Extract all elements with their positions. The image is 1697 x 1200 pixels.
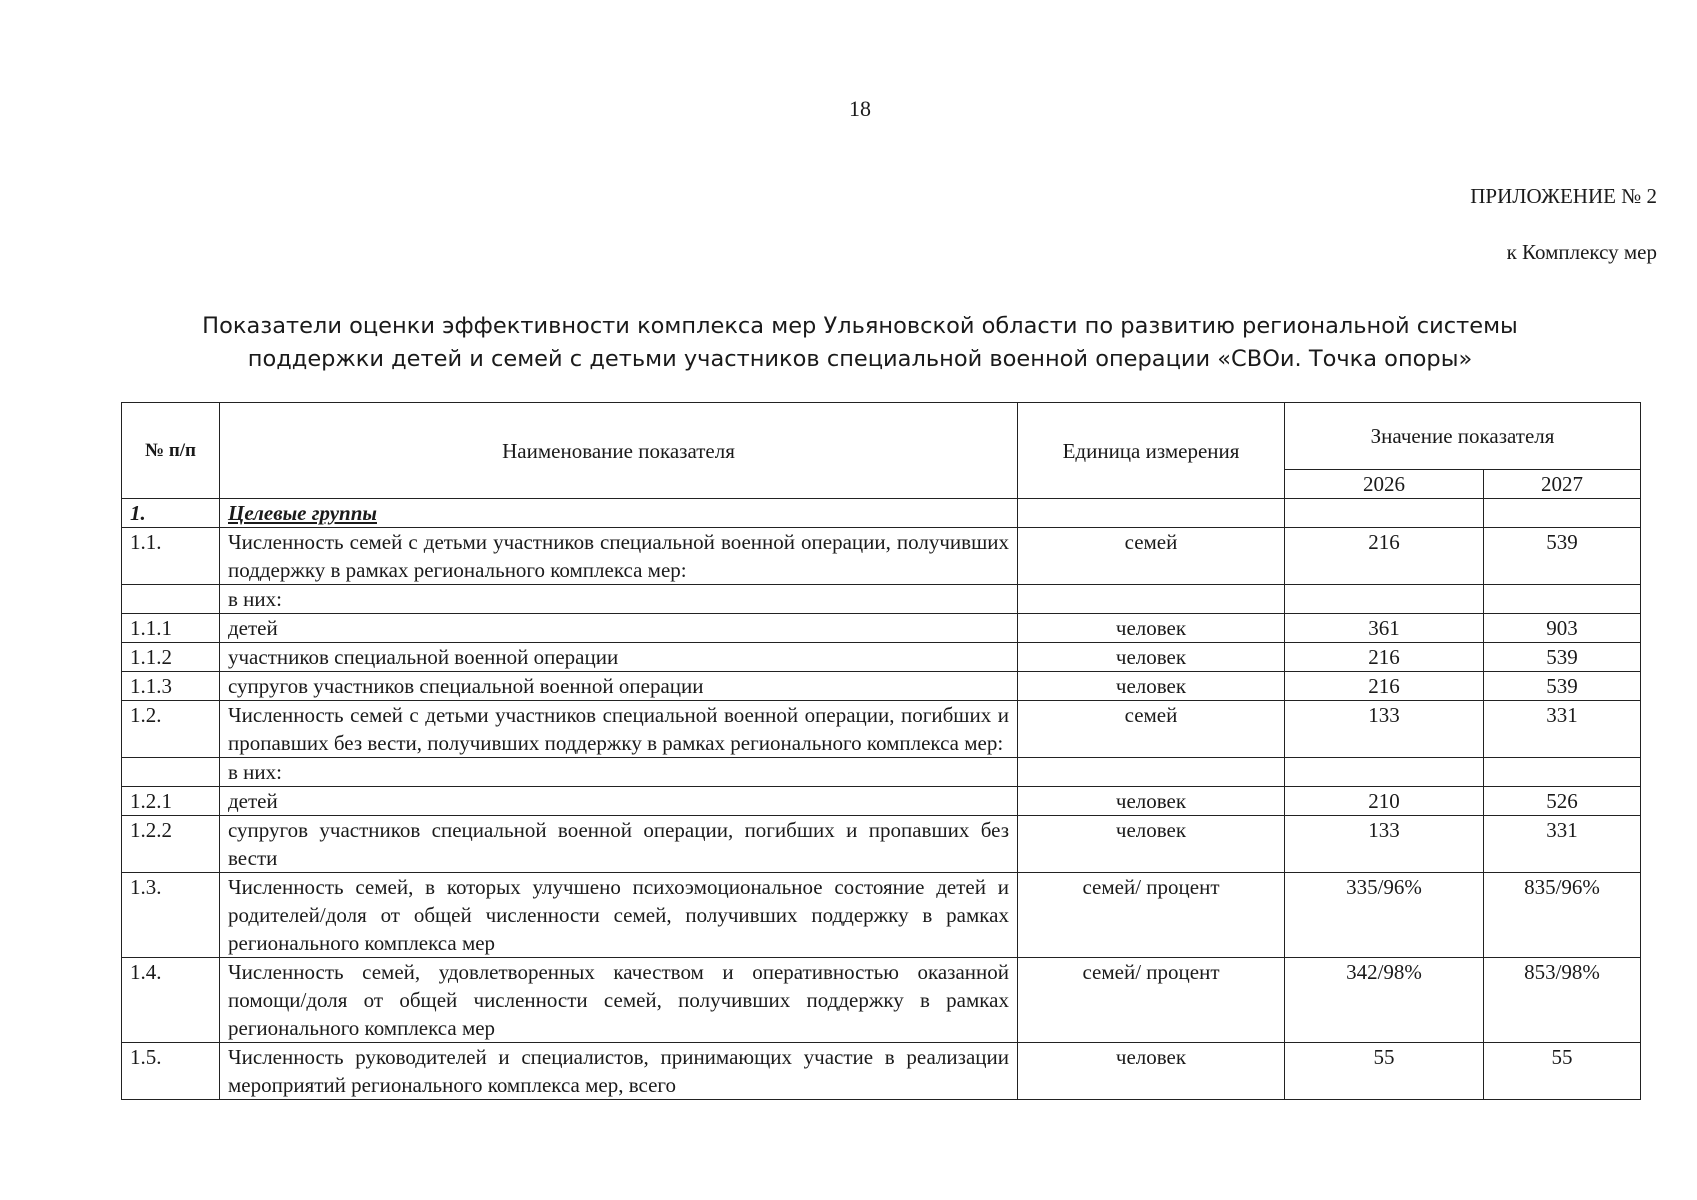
header-value-group: Значение показателя xyxy=(1285,403,1641,470)
unit-cell: семей/ процент xyxy=(1018,958,1285,1043)
unit-cell: человек xyxy=(1018,787,1285,816)
table-row xyxy=(122,758,1641,787)
appendix-reference: к Комплексу мер xyxy=(1506,240,1657,264)
row-number-cell: 1.2. xyxy=(122,701,220,758)
table-row xyxy=(122,1043,1641,1100)
value-2027-cell xyxy=(1484,585,1641,614)
indicators-table xyxy=(121,402,1641,1100)
row-number-cell: 1.1. xyxy=(122,528,220,585)
table-row xyxy=(122,873,1641,958)
table-body xyxy=(122,499,1641,1100)
value-2027-cell: 331 xyxy=(1484,701,1641,758)
row-number-cell: 1.2.2 xyxy=(122,816,220,873)
indicator-name-cell: детей xyxy=(220,614,1018,643)
table-row xyxy=(122,701,1641,758)
header-number: № п/п xyxy=(122,403,220,499)
table-row xyxy=(122,528,1641,585)
unit-cell: семей/ процент xyxy=(1018,873,1285,958)
value-2027-cell: 835/96% xyxy=(1484,873,1641,958)
indicator-name-cell: в них: xyxy=(220,585,1018,614)
value-2026-cell xyxy=(1285,758,1484,787)
indicator-name-cell: Целевые группы xyxy=(220,499,1018,528)
unit-cell xyxy=(1018,758,1285,787)
header-year-2027: 2027 xyxy=(1484,470,1641,499)
value-2026-cell: 216 xyxy=(1285,672,1484,701)
value-2026-cell: 55 xyxy=(1285,1043,1484,1100)
value-2027-cell: 526 xyxy=(1484,787,1641,816)
header-indicator-name: Наименование показателя xyxy=(220,403,1018,499)
value-2027-cell: 539 xyxy=(1484,528,1641,585)
indicator-name-cell: детей xyxy=(220,787,1018,816)
value-2027-cell: 55 xyxy=(1484,1043,1641,1100)
value-2027-cell: 539 xyxy=(1484,643,1641,672)
unit-cell: человек xyxy=(1018,1043,1285,1100)
row-number-cell: 1.3. xyxy=(122,873,220,958)
table-row xyxy=(122,643,1641,672)
value-2027-cell: 853/98% xyxy=(1484,958,1641,1043)
page-number: 18 xyxy=(849,96,871,121)
table-row xyxy=(122,614,1641,643)
value-2026-cell: 133 xyxy=(1285,816,1484,873)
row-number-cell xyxy=(122,758,220,787)
header-year-2026: 2026 xyxy=(1285,470,1484,499)
appendix-label: ПРИЛОЖЕНИЕ № 2 xyxy=(1470,184,1657,208)
row-number-cell xyxy=(122,585,220,614)
table-header xyxy=(122,403,1641,499)
indicator-name-cell: супругов участников специальной военной операции, погибших и пропавших без вести xyxy=(220,816,1018,873)
value-2026-cell: 361 xyxy=(1285,614,1484,643)
unit-cell: семей xyxy=(1018,528,1285,585)
unit-cell xyxy=(1018,585,1285,614)
value-2027-cell xyxy=(1484,499,1641,528)
table-row xyxy=(122,499,1641,528)
unit-cell xyxy=(1018,499,1285,528)
row-number-cell: 1.5. xyxy=(122,1043,220,1100)
value-2027-cell: 903 xyxy=(1484,614,1641,643)
table-row xyxy=(122,958,1641,1043)
indicator-name-cell: Численность семей, удовлетворенных качеством и оперативностью оказанной помощи/доля от общей численности семей, получивших поддержку в рамках регионального комплекса мер xyxy=(220,958,1018,1043)
appendix-header xyxy=(1470,168,1657,280)
unit-cell: человек xyxy=(1018,672,1285,701)
row-number-cell: 1.1.2 xyxy=(122,643,220,672)
value-2026-cell: 342/98% xyxy=(1285,958,1484,1043)
value-2026-cell: 210 xyxy=(1285,787,1484,816)
unit-cell: человек xyxy=(1018,816,1285,873)
indicator-name-cell: Численность семей с детьми участников специальной военной операции, получивших поддержку в рамках регионального комплекса мер: xyxy=(220,528,1018,585)
value-2026-cell: 216 xyxy=(1285,528,1484,585)
header-unit: Единица измерения xyxy=(1018,403,1285,499)
table-row xyxy=(122,787,1641,816)
indicator-name-cell: Численность семей с детьми участников специальной военной операции, погибших и пропавших без вести, получивших поддержку в рамках регионального комплекса мер: xyxy=(220,701,1018,758)
table-row xyxy=(122,816,1641,873)
row-number-cell: 1.2.1 xyxy=(122,787,220,816)
value-2026-cell xyxy=(1285,585,1484,614)
unit-cell: человек xyxy=(1018,614,1285,643)
unit-cell: человек xyxy=(1018,643,1285,672)
document-title-line-2: поддержки детей и семей с детьми участников специальной военной операции «СВОи. Точка опоры» xyxy=(247,346,1473,372)
row-number-cell: 1.1.3 xyxy=(122,672,220,701)
value-2027-cell: 539 xyxy=(1484,672,1641,701)
indicator-name-cell: участников специальной военной операции xyxy=(220,643,1018,672)
row-number-cell: 1.4. xyxy=(122,958,220,1043)
value-2027-cell: 331 xyxy=(1484,816,1641,873)
indicator-name-cell: супругов участников специальной военной операции xyxy=(220,672,1018,701)
indicator-name-cell: Численность семей, в которых улучшено психоэмоциональное состояние детей и родителей/доля от общей численности семей, получивших поддержку в рамках регионального комплекса мер xyxy=(220,873,1018,958)
value-2026-cell xyxy=(1285,499,1484,528)
row-number-cell: 1.1.1 xyxy=(122,614,220,643)
value-2026-cell: 133 xyxy=(1285,701,1484,758)
value-2027-cell xyxy=(1484,758,1641,787)
table-row xyxy=(122,585,1641,614)
document-title xyxy=(110,310,1610,376)
indicator-name-cell: в них: xyxy=(220,758,1018,787)
indicator-name-cell: Численность руководителей и специалистов, принимающих участие в реализации мероприятий регионального комплекса мер, всего xyxy=(220,1043,1018,1100)
row-number-cell: 1. xyxy=(122,499,220,528)
unit-cell: семей xyxy=(1018,701,1285,758)
document-title-line-1: Показатели оценки эффективности комплекса мер Ульяновской области по развитию региональной системы xyxy=(202,313,1518,339)
table-row xyxy=(122,672,1641,701)
value-2026-cell: 216 xyxy=(1285,643,1484,672)
value-2026-cell: 335/96% xyxy=(1285,873,1484,958)
